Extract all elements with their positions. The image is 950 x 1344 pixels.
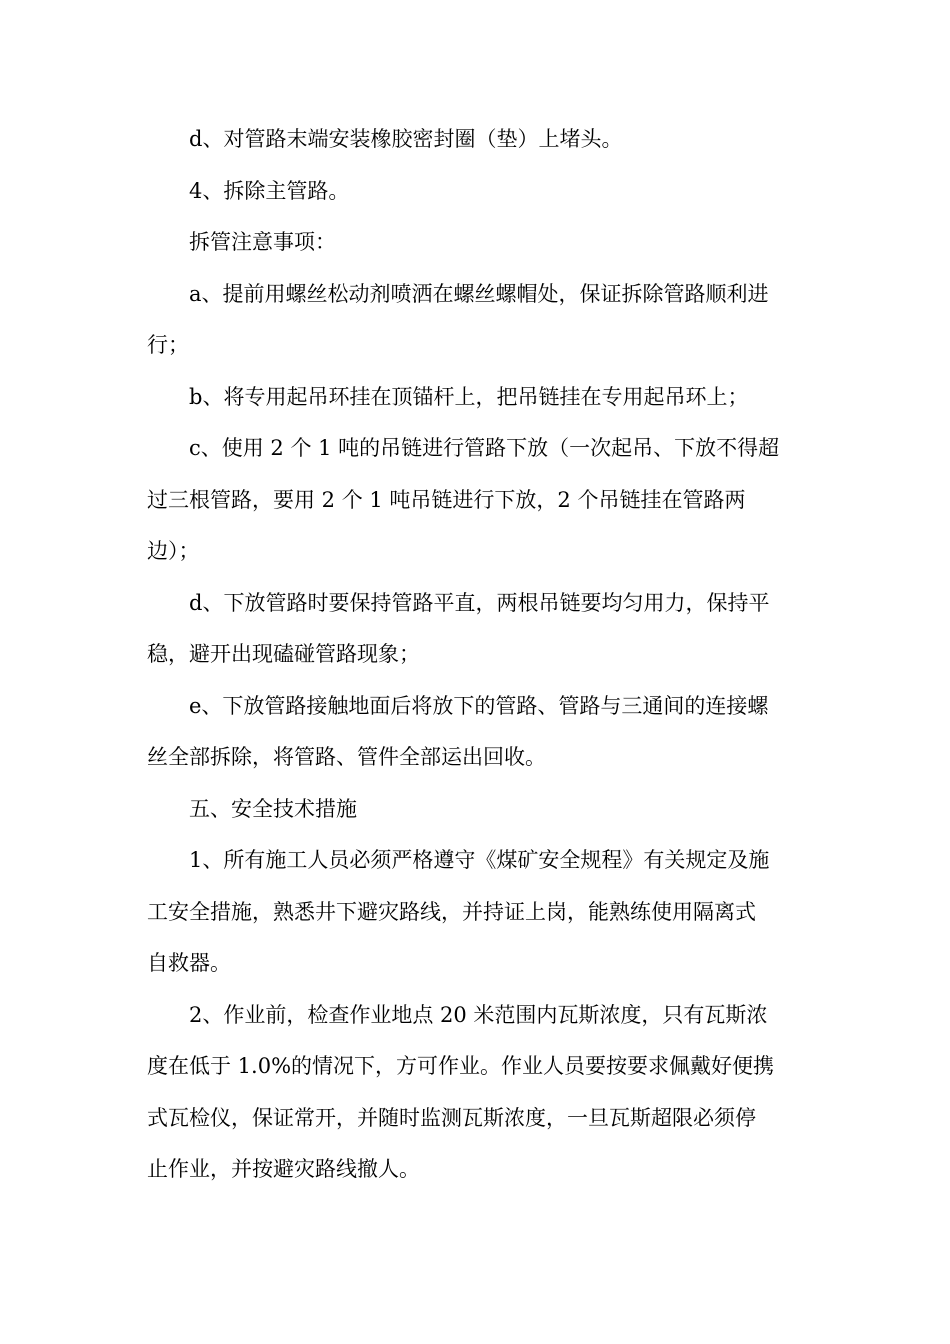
text-line: 丝全部拆除，将管路、管件全部运出回收。	[147, 745, 546, 769]
text-line: 止作业，并按避灾路线撤人。	[147, 1157, 420, 1181]
paragraph-note-b	[147, 372, 807, 424]
paragraph-remove-main-pipe	[147, 166, 807, 218]
paragraph-note-e	[147, 681, 807, 784]
paragraph-note-d	[147, 578, 807, 681]
text-line: b、将专用起吊环挂在顶锚杆上，把吊链挂在专用起吊环上；	[189, 384, 749, 409]
text-line: 1、所有施工人员必须严格遵守《煤矿安全规程》有关规定及施	[189, 848, 770, 872]
paragraph-end-plug	[147, 114, 807, 166]
document-body	[147, 114, 807, 1196]
text-line: 工安全措施，熟悉井下避灾路线，并持证上岗，能熟练使用隔离式	[147, 899, 756, 924]
text-line: 式瓦检仪，保证常开，并随时监测瓦斯浓度，一旦瓦斯超限必须停	[147, 1105, 756, 1130]
paragraph-notes-heading	[147, 217, 807, 269]
text-line: 自救器。	[147, 951, 231, 975]
paragraph-note-c	[147, 423, 807, 578]
text-line: 度在低于 1.0%的情况下，方可作业。作业人员要按要求佩戴好便携	[147, 1054, 775, 1078]
text-line: a、提前用螺丝松动剂喷洒在螺丝螺帽处，保证拆除管路顺利进	[189, 281, 769, 306]
text-line: 五、安全技术措施	[189, 796, 357, 821]
text-line: c、使用 2 个 1 吨的吊链进行管路下放（一次起吊、下放不得超	[189, 436, 780, 460]
text-line: 过三根管路，要用 2 个 1 吨吊链进行下放，2 个吊链挂在管路两	[147, 487, 746, 512]
paragraph-note-a	[147, 269, 807, 372]
text-line: 稳，避开出现磕碰管路现象；	[147, 642, 420, 666]
paragraph-safety-1	[147, 835, 807, 990]
text-line: 2、作业前，检查作业地点 20 米范围内瓦斯浓度，只有瓦斯浓	[189, 1002, 768, 1027]
text-line: 4、拆除主管路。	[189, 178, 350, 203]
paragraph-safety-2	[147, 990, 807, 1196]
text-line: 行；	[147, 333, 189, 357]
text-line: e、下放管路接触地面后将放下的管路、管路与三通间的连接螺	[189, 693, 769, 718]
text-line: d、下放管路时要保持管路平直，两根吊链要均匀用力，保持平	[189, 590, 770, 615]
text-line: d、对管路末端安装橡胶密封圈（垫）上堵头。	[189, 127, 623, 151]
section-heading-safety-measures	[147, 784, 807, 836]
text-line: 拆管注意事项：	[189, 230, 336, 254]
text-line: 边）；	[147, 539, 200, 563]
